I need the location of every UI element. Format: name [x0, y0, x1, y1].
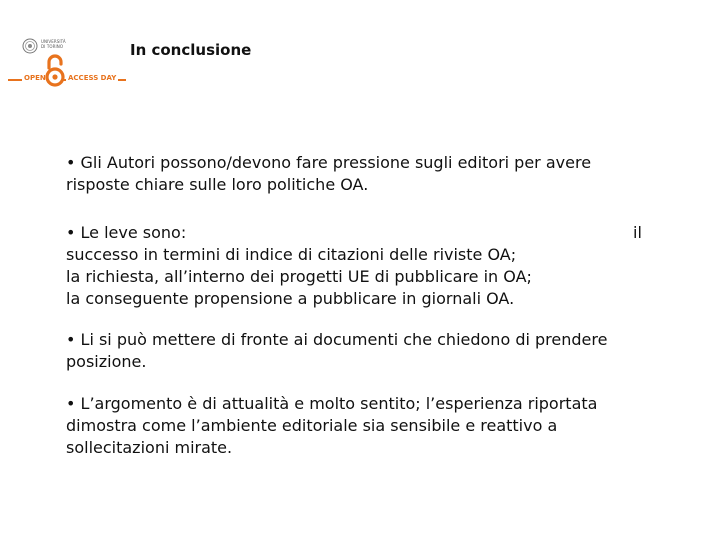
paragraph-3: • Li si può mettere di fronte ai documenti che chiedono di prendere posizione.: [66, 330, 608, 371]
logo-open-text: OPEN: [24, 74, 46, 82]
open-access-day-logo: [0, 0, 130, 100]
paragraph-4: • L’argomento è di attualità e molto sentito; l’esperienza riportata dimostra come l’ambiente editoriale sia sensibile e reattivo a sollecitazioni mirate.: [66, 394, 598, 457]
paragraph-2: • Le leve sono: successo in termini di indice di citazioni delle riviste OA; la richiesta, all’interno dei progetti UE di pubblicare in OA; la conseguente propensione a pubblicare in giornali OA.: [66, 223, 532, 308]
university-seal-icon: [22, 38, 38, 54]
logo-access-day-text: ACCESS DAY: [68, 74, 117, 82]
paragraph-1: • Gli Autori possono/devono fare pressione sugli editori per avere risposte chiare sulle loro politiche OA.: [66, 153, 592, 194]
university-name: UNIVERSITÀ DI TORINO: [41, 39, 66, 49]
open-access-lock-icon: [45, 54, 65, 88]
stray-text: il: [633, 223, 642, 242]
page-title: In conclusione: [130, 41, 252, 59]
